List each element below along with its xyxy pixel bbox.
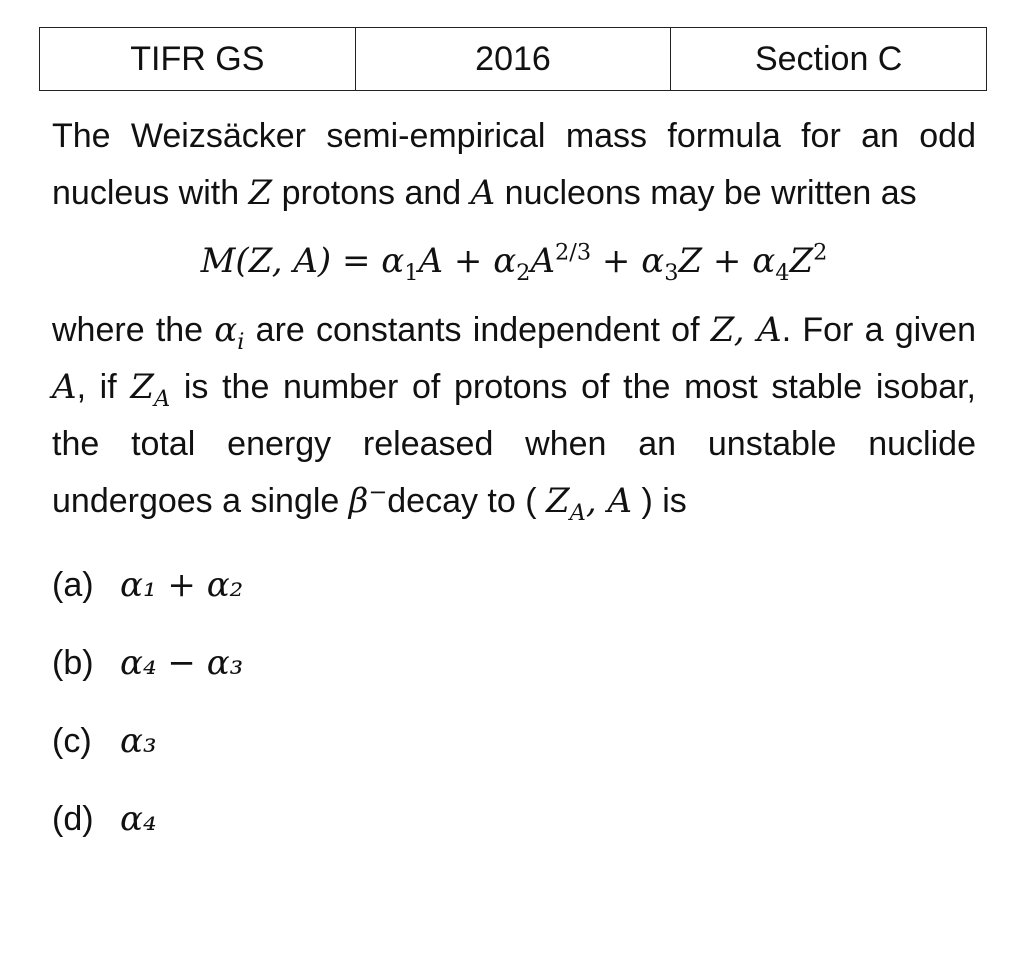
option-label: (d) <box>52 799 94 838</box>
option-value: α₄ − α₃ <box>120 642 244 683</box>
option-c[interactable] <box>52 702 976 780</box>
option-label: (b) <box>52 643 94 682</box>
question-intro: The Weizsäcker semi-empirical mass formula for an odd nucleus with Z protons and A nucleons may be written as <box>52 117 976 213</box>
options-list <box>52 546 976 858</box>
var-a: A <box>470 173 496 213</box>
header-row <box>40 28 987 91</box>
option-label: (a) <box>52 565 94 604</box>
exam-cell: TIFR GS <box>40 28 356 91</box>
question-content <box>52 108 976 858</box>
question-body: where the $\alpha_i$ are constants independent of Z, A. For a given A, if $Z_A$ is the number of protons of the most stable isobar, the total energy released when an unstable nuclide undergoes a single β−decay to ( $Z_A$, A ) is <box>52 310 976 526</box>
option-label: (c) <box>52 721 92 760</box>
option-b[interactable] <box>52 624 976 702</box>
var-z: Z <box>248 173 273 213</box>
option-d[interactable] <box>52 780 976 858</box>
option-value: α₄ <box>120 798 157 839</box>
option-a[interactable] <box>52 546 976 624</box>
mass-formula: M(Z, $A) = \alpha_1A + \alpha_2A^{2/3} + \alpha_3Z + \alpha_4Z^2$ <box>200 239 828 286</box>
section-cell: Section C <box>671 28 987 91</box>
year-cell: 2016 <box>355 28 671 91</box>
option-value: α₁ + α₂ <box>120 564 244 605</box>
header-table <box>39 27 987 91</box>
option-value: α₃ <box>120 720 157 761</box>
